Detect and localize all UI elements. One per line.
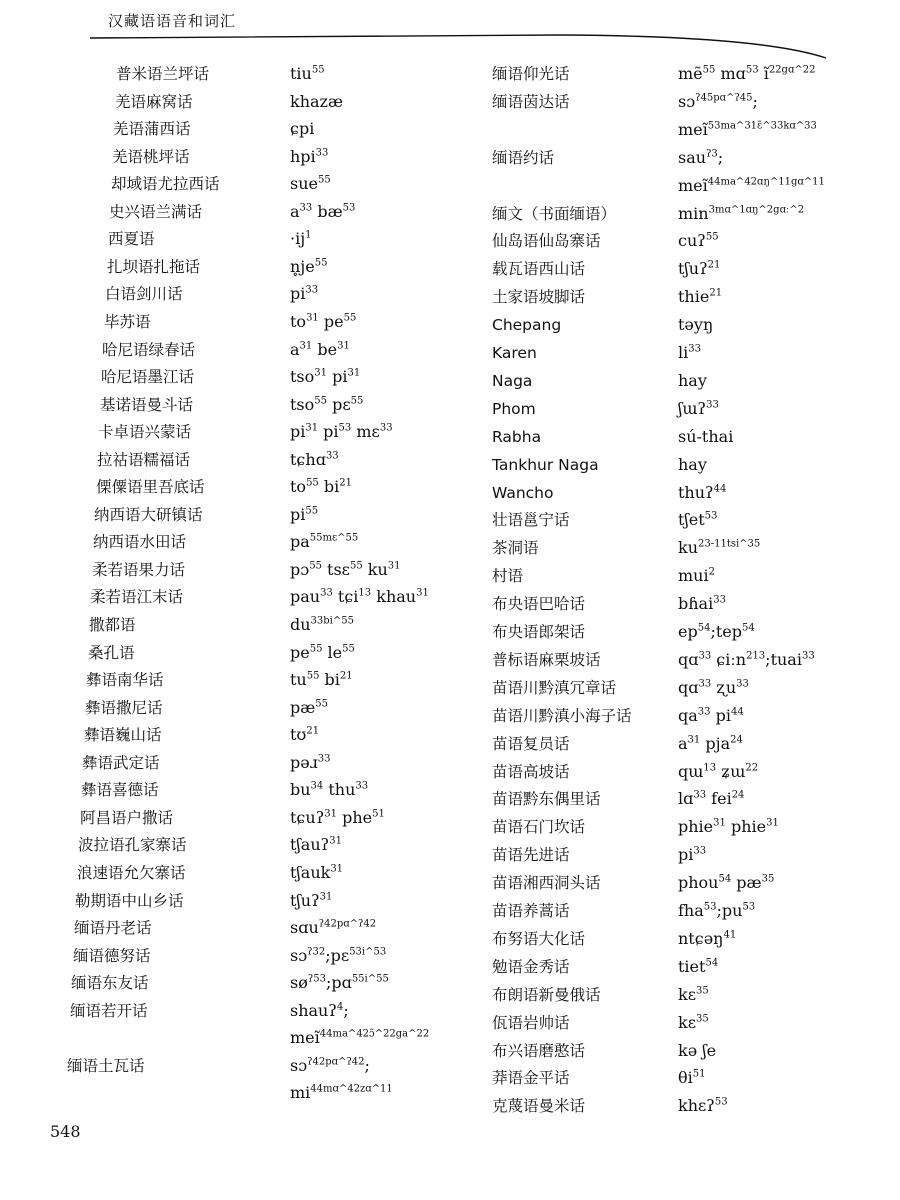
language-name: 苗语高坡话 (492, 762, 570, 781)
language-name: 哈尼语绿春话 (102, 340, 196, 359)
word-form: tso$^{31}$ $pi^{31}$ (290, 367, 361, 387)
language-name: 拉祜语糯福话 (97, 450, 191, 469)
word-form: khazæ (290, 91, 344, 111)
language-name: 傈僳语里吾底话 (96, 478, 205, 497)
language-name: 卡卓语兴蒙话 (98, 423, 192, 442)
language-name: 缅语丹老话 (74, 919, 152, 938)
language-name: 柔若语果力话 (92, 560, 186, 579)
word-form: $ep^{54};tep^{54}$ (678, 622, 755, 641)
language-name: 村语 (492, 567, 524, 586)
language-name: 缅语土瓦话 (67, 1056, 145, 1075)
language-name: 基诺语曼斗话 (100, 395, 194, 414)
word-form: kɛ$^{35}$ (678, 984, 709, 1004)
language-name: 苗语复员话 (492, 734, 570, 753)
language-name: 普米语兰坪话 (116, 65, 210, 83)
language-name: 缅语仰光话 (492, 65, 570, 83)
language-name: 哈尼语墨江话 (101, 368, 195, 387)
language-name: 羌语桃坪话 (112, 147, 190, 166)
word-form: ʃɯʔ$^{33}$ (678, 398, 719, 418)
language-name: Phom (492, 399, 536, 418)
word-form: qɑ$^{33}$ ɕiːn$^{213}$;tuai$^{33}$ (678, 649, 815, 669)
language-name: Wancho (492, 483, 554, 502)
word-form: $\min^{3mɑ\^{}1ɑŋ\^{}2gɑː\^{}2}$ (678, 203, 805, 223)
language-name: 仙岛语仙岛寨话 (492, 232, 601, 251)
language-name: Tankhur Naga (492, 455, 599, 474)
language-name: 彝语巍山话 (84, 726, 162, 745)
word-form: tʃuʔ$^{31}$ (290, 890, 333, 910)
word-form: meĩ$^{44ma\^{}42ɔ̃\^{}22ga\^{}22}$ (290, 1028, 430, 1048)
language-name: 纳西语水田话 (93, 533, 187, 552)
word-form: ɕpi (290, 119, 315, 139)
word-form: sú-thai (678, 426, 734, 446)
word-form: tʃuʔ$^{21}$ (678, 259, 721, 279)
word-form: kə ʃe (678, 1040, 717, 1060)
language-name: 桑孔语 (88, 643, 135, 662)
language-name: 布兴语磨憨话 (492, 1041, 586, 1060)
word-form: sau$^{ʔ3}$; (678, 147, 724, 167)
word-form: qɯ$^{13}$ ʑɯ$^{22}$ (678, 761, 759, 781)
language-name: 羌语麻窝话 (115, 92, 193, 111)
language-name: 撒都语 (89, 616, 136, 634)
word-form: hpi$^{33}$ (290, 146, 329, 166)
word-form: mui$^2$ (678, 566, 715, 586)
language-name: 纳西语大研镇话 (94, 505, 203, 524)
language-name: 苗语湘西洞头话 (492, 874, 601, 893)
word-form: tiet$^{54}$ (678, 956, 719, 976)
word-form: tɕhɑ$^{33}$ (290, 449, 339, 469)
language-name: 阿昌语户撒话 (80, 808, 174, 827)
language-name: 彝语武定话 (82, 753, 160, 772)
language-name: 茶洞语 (492, 539, 539, 558)
word-form: meĩ$^{53ma\^{}31ɛ̃\^{}33kɑ\^{}33}$ (678, 119, 817, 139)
language-name: 布朗语新曼俄话 (492, 985, 601, 1004)
word-form: mẽ$^{55}$ mɑ$^{53}$ $ĩ^{22gɑ\^{}22}$ (678, 64, 816, 83)
language-name: 扎坝语扎拖话 (107, 257, 201, 276)
language-name: 史兴语兰满话 (109, 202, 203, 221)
word-form: shauʔ$^4$; (290, 1000, 349, 1020)
language-name: Naga (492, 371, 533, 390)
language-name: 佤语岩帅话 (492, 1013, 570, 1032)
language-name: 缅语约话 (492, 148, 555, 167)
language-name: 莽语金平话 (492, 1069, 570, 1088)
language-name: 勒期语中山乡话 (75, 891, 184, 910)
word-form: khɛʔ$^{53}$ (678, 1096, 728, 1116)
language-name: 波拉语孔家寨话 (78, 836, 187, 855)
language-name: 毕苏语 (104, 312, 151, 331)
language-name: 柔若语江末话 (90, 588, 184, 607)
language-name: 苗语养蒿话 (492, 902, 570, 920)
word-form: $pi^{55}$ (290, 504, 319, 524)
word-form: sɑu$^{ʔ42pɑ\^{}ʔ42}$ (290, 918, 377, 938)
language-name: 缅文（书面缅语） (492, 204, 617, 223)
language-name: 浪速语允欠寨话 (77, 863, 186, 882)
word-form: $pi^{31}$ $pi^{53}$ mɛ$^{33}$ (290, 422, 393, 442)
word-form: lɑ$^{33}$ fei$^{24}$ (678, 789, 745, 809)
word-form: $n̥je^{55}$ (290, 256, 328, 276)
word-form: $tu^{55}$ $bi^{21}$ (290, 670, 353, 690)
word-form: $pe^{55}$ $le^{55}$ (290, 642, 355, 662)
word-form: $a^{31}$ pja$^{24}$ (678, 733, 743, 753)
word-form: $pa^{55mɛ\^{}55}$ (290, 532, 359, 552)
language-name: 却域语尤拉西话 (111, 175, 220, 194)
word-form: sɔ$^{ʔ42pɑ\^{}ʔ42}$; (290, 1055, 370, 1075)
language-name: 白语剑川话 (105, 285, 183, 304)
word-form: pau$^{33}$ tɕi$^{13}$ khau$^{31}$ (290, 587, 429, 607)
word-form: $\cdot ij^1$ (290, 229, 312, 249)
word-form: $ku^{23-11tsi\^{}35}$ (678, 538, 761, 558)
word-form: meĩ$^{44ma\^{}42ɑŋ\^{}11gɑ\^{}11}$ (678, 175, 825, 195)
language-name: 勉语金秀话 (492, 957, 570, 976)
language-name: 缅语若开话 (70, 1001, 148, 1020)
word-form: phou$^{54}$ $pæ^{35}$ (678, 873, 775, 893)
language-name: 缅语德努话 (73, 946, 151, 965)
word-form: tʃauk$^{31}$ (290, 862, 344, 882)
word-form: $fha^{53};pu^{53}$ (678, 901, 756, 920)
language-name: 布央语巴哈话 (492, 595, 586, 614)
word-form: $to^{55}$ $bi^{21}$ (290, 477, 352, 497)
language-name: Rabha (492, 427, 542, 446)
language-name: Chepang (492, 316, 562, 335)
language-name: 载瓦语西山话 (492, 260, 586, 279)
word-form: phie$^{31}$ phie$^{31}$ (678, 817, 779, 837)
language-name: 布努语大化话 (492, 929, 586, 948)
word-form: $pi^{33}$ (678, 845, 707, 865)
language-name: 彝语南华话 (86, 671, 164, 690)
word-form: pɔ$^{55}$ tsɛ$^{55}$ $ku^{31}$ (290, 559, 401, 579)
word-form: ntɕəŋ$^{41}$ (678, 928, 737, 948)
word-form: sɔ$^{ʔ45pɑ\^{}ʔ45}$; (678, 91, 758, 111)
language-name: 布央语郎架话 (492, 623, 586, 641)
page-number: 548 (50, 1122, 81, 1141)
word-form: tʃet$^{53}$ (678, 510, 718, 530)
word-form: thie$^{21}$ (678, 287, 723, 307)
word-form: $sø^{ʔ53};pɑ^{55i\^{}55}$ (290, 973, 389, 993)
language-name: 苗语黔东偶里话 (492, 790, 601, 809)
word-form: thuʔ$^{44}$ (678, 482, 727, 502)
word-form: pəɹ$^{33}$ (290, 752, 331, 772)
language-name: 西夏语 (108, 230, 155, 249)
language-name: 土家语坡脚话 (492, 288, 586, 307)
language-name: 苗语石门坎话 (492, 818, 586, 837)
header-rule (0, 0, 900, 70)
word-form: hay (678, 370, 707, 390)
language-name: 羌语蒲西话 (113, 120, 191, 139)
word-form: $du^{33bi\^{}55}$ (290, 615, 354, 634)
language-name: 苗语川黔滇冗章话 (492, 678, 617, 697)
language-name: 缅语东友话 (71, 974, 149, 993)
word-form: $qa^{33}$ $pi^{44}$ (678, 705, 744, 725)
word-form: $mi^{44mɑ\^{}42zɑ\^{}11}$ (290, 1083, 393, 1103)
language-name: 壮语邕宁话 (492, 511, 570, 530)
word-form: tso$^{55}$ pɛ$^{55}$ (290, 394, 364, 414)
word-form: $bu^{34}$ thu$^{33}$ (290, 780, 369, 800)
word-form: $pæ^{55}$ (290, 697, 329, 717)
language-name: 普标语麻栗坡话 (492, 650, 601, 669)
word-form: tʃauʔ$^{31}$ (290, 835, 342, 855)
word-form: qɑ$^{33}$ ʐu$^{33}$ (678, 677, 749, 697)
word-form: $li^{33}$ (678, 343, 701, 362)
language-name: 苗语川黔滇小海子话 (492, 706, 632, 725)
word-form: $a^{31}$ $be^{31}$ (290, 339, 350, 359)
word-form: tʊ$^{21}$ (290, 725, 320, 745)
language-name: 缅语茵达话 (492, 92, 570, 111)
language-name: Karen (492, 344, 537, 362)
word-form: sue$^{55}$ (290, 174, 331, 194)
word-form: tɕuʔ$^{31}$ phe$^{51}$ (290, 807, 385, 827)
language-name: 克蔑语曼米话 (492, 1097, 586, 1116)
word-form: $pi^{33}$ (290, 284, 319, 304)
word-form: $a^{33}$ $bæ^{53}$ (290, 201, 356, 221)
running-header: 汉藏语语音和词汇 (108, 12, 237, 30)
word-form: kɛ$^{35}$ (678, 1012, 709, 1032)
language-name: 彝语撒尼话 (85, 698, 163, 717)
word-form: cuʔ$^{55}$ (678, 231, 719, 251)
word-form: təyŋ (678, 315, 714, 335)
word-form: $to^{31}$ $pe^{55}$ (290, 311, 357, 331)
word-form: sɔ$^{ʔ32}$;pɛ$^{53i\^{}53}$ (290, 945, 387, 965)
word-form: hay (678, 454, 707, 474)
word-form: bɦai$^{33}$ (678, 594, 726, 614)
language-name: 彝语喜德话 (81, 781, 159, 800)
language-name: 苗语先进话 (492, 846, 570, 865)
word-form: $\theta i^{51}$ (678, 1068, 706, 1088)
word-form: tiu$^{55}$ (290, 64, 325, 83)
